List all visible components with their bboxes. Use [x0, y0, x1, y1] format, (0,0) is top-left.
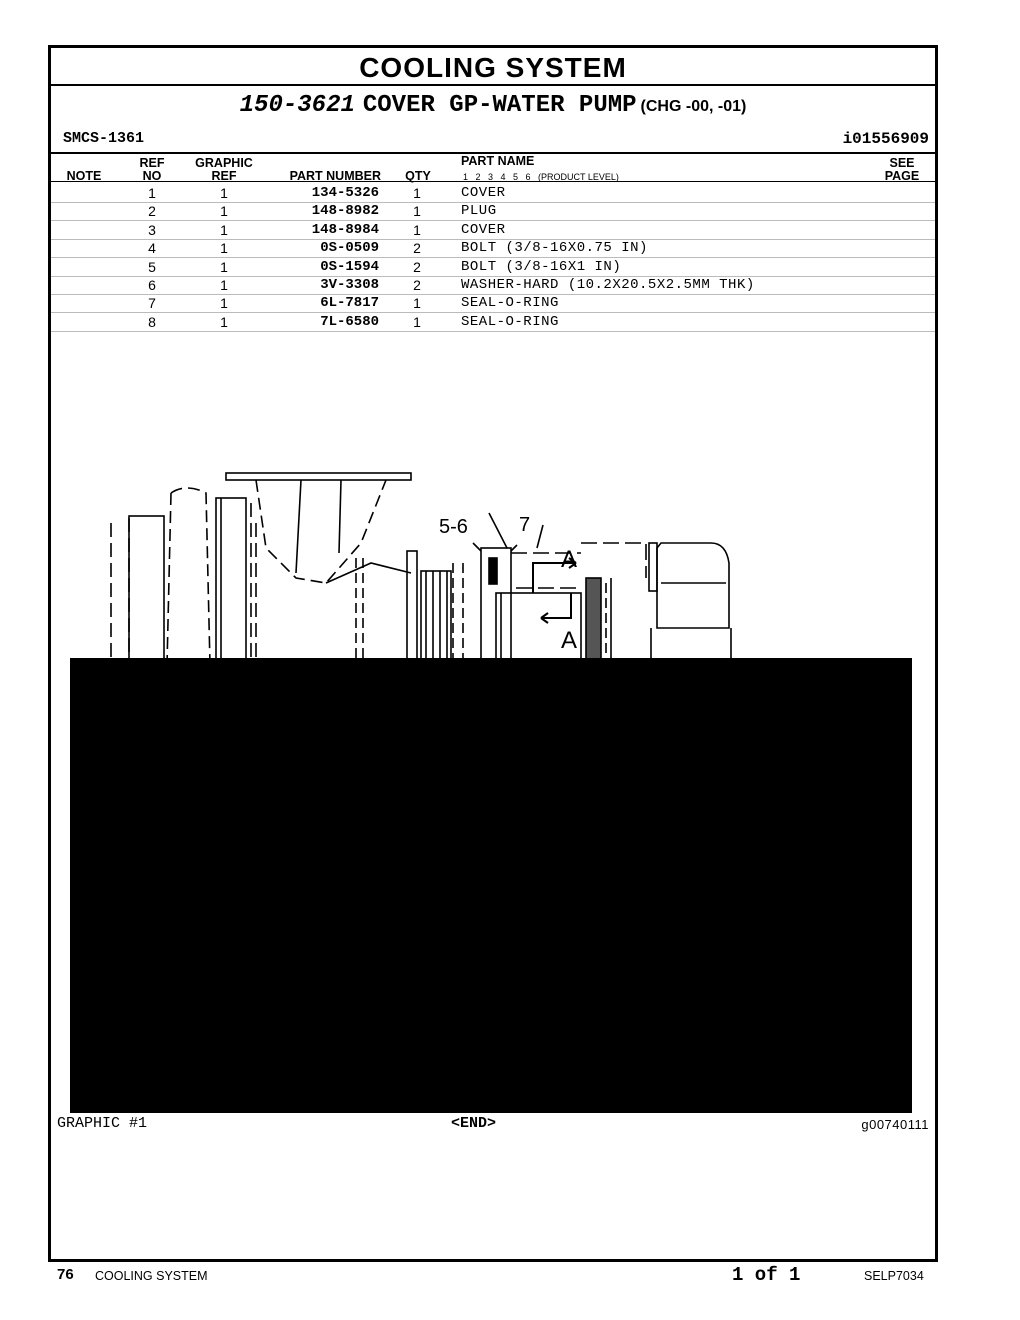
part-name: WASHER-HARD (10.2X20.5X2.5MM THK) — [461, 277, 755, 293]
col-part-number: PART NUMBER — [289, 169, 381, 183]
col-see-top: SEE — [889, 156, 915, 170]
part-name: COVER — [461, 221, 506, 238]
page-number: 76 — [57, 1266, 74, 1283]
part-number: 0S-0509 — [320, 240, 379, 257]
group-heading — [51, 92, 935, 119]
ref-no: 6 — [148, 277, 156, 293]
graphic-ref: 1 — [220, 258, 228, 275]
table-row — [51, 276, 935, 295]
col-qty: QTY — [405, 169, 431, 183]
part-name: SEAL-O-RING — [461, 295, 559, 312]
part-name: BOLT (3/8-16X1 IN) — [461, 258, 622, 275]
graphic-ref: 1 — [220, 277, 228, 293]
column-header-divider — [51, 181, 935, 182]
quantity: 2 — [413, 277, 421, 293]
quantity: 1 — [413, 203, 421, 220]
callout-5-6: 5-6 — [439, 516, 468, 538]
graphic-id: g00740111 — [861, 1117, 929, 1132]
graphic-label: GRAPHIC #1 — [57, 1115, 148, 1132]
col-ref-top: REF — [139, 156, 165, 170]
ref-no: 2 — [148, 203, 156, 220]
graphic-ref: 1 — [220, 203, 228, 220]
group-part-name: COVER GP-WATER PUMP — [362, 92, 637, 119]
illustration-id: i01556909 — [842, 130, 929, 148]
redacted-area — [70, 658, 912, 1113]
page-count: 1 of 1 — [732, 1264, 801, 1286]
part-number: 3V-3308 — [320, 277, 379, 293]
document-id: SELP7034 — [864, 1269, 924, 1283]
quantity: 1 — [413, 185, 421, 201]
graphic-ref: 1 — [220, 185, 228, 201]
table-row — [51, 294, 935, 313]
change-level: (CHG -00, -01) — [640, 98, 747, 115]
graphic-ref: 1 — [220, 240, 228, 257]
graphic-ref: 1 — [220, 221, 228, 238]
part-number: 6L-7817 — [320, 295, 379, 312]
table-row — [51, 221, 935, 240]
part-name: COVER — [461, 185, 506, 201]
graphic-ref: 1 — [220, 313, 228, 330]
quantity: 2 — [413, 258, 421, 275]
table-row — [51, 202, 935, 221]
part-number: 134-5326 — [311, 185, 379, 201]
callout-7: 7 — [519, 514, 531, 536]
title-divider — [51, 84, 935, 86]
part-name: SEAL-O-RING — [461, 313, 559, 330]
quantity: 1 — [413, 313, 421, 330]
part-name: PLUG — [461, 203, 497, 220]
table-row — [51, 239, 935, 258]
part-number: 0S-1594 — [320, 258, 379, 275]
part-name: BOLT (3/8-16X0.75 IN) — [461, 240, 648, 257]
col-graphic-top: GRAPHIC — [195, 156, 253, 170]
part-number: 148-8984 — [311, 221, 379, 238]
table-row — [51, 258, 935, 277]
footer-section: COOLING SYSTEM — [95, 1269, 208, 1283]
end-marker: <END> — [451, 1115, 497, 1132]
ref-no: 7 — [148, 295, 156, 312]
ref-no: 4 — [148, 240, 156, 257]
group-part-number: 150-3621 — [239, 92, 355, 119]
part-number: 148-8982 — [311, 203, 379, 220]
ref-no: 5 — [148, 258, 156, 275]
table-row — [51, 184, 935, 203]
product-levels: 1 2 3 4 5 6 (PRODUCT LEVEL) — [463, 172, 619, 182]
section-title: COOLING SYSTEM — [359, 52, 627, 83]
col-note: NOTE — [66, 169, 102, 183]
part-number: 7L-6580 — [320, 313, 379, 330]
ref-no: 3 — [148, 221, 156, 238]
quantity: 2 — [413, 240, 421, 257]
section-arrow-label-upper: A — [561, 546, 578, 573]
col-graphic-bottom: REF — [211, 169, 237, 183]
col-part-name: PART NAME — [461, 154, 535, 168]
page-frame — [48, 45, 938, 1262]
ref-no: 8 — [148, 313, 156, 330]
ref-no: 1 — [148, 185, 156, 201]
quantity: 1 — [413, 221, 421, 238]
col-ref-bottom: NO — [142, 169, 162, 183]
section-arrow-label-lower: A — [561, 627, 578, 654]
smcs-code: SMCS-1361 — [63, 130, 145, 147]
quantity: 1 — [413, 295, 421, 312]
graphic-ref: 1 — [220, 295, 228, 312]
table-row — [51, 313, 935, 332]
col-see-bottom: PAGE — [884, 169, 920, 183]
